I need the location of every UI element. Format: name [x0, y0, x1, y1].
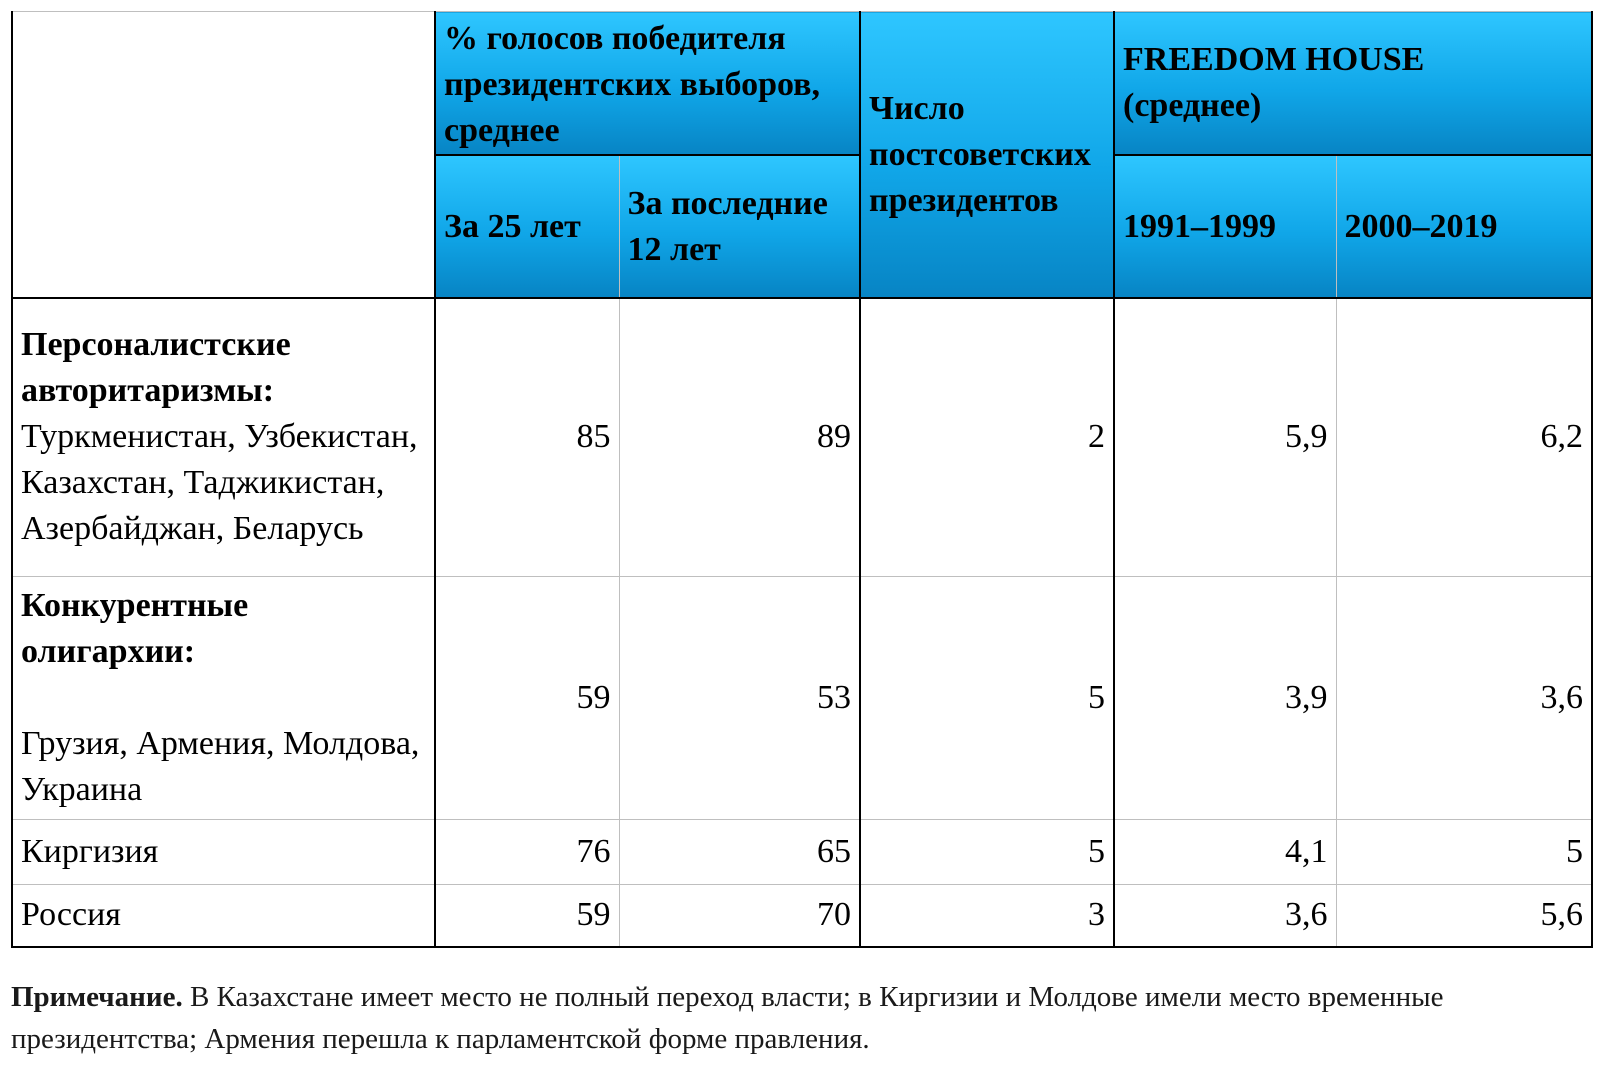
note-text: В Казахстане имеет место не полный переход власти; в Киргизии и Молдове имели место временные президентства; Армения перешла к парламентской форме правления.	[11, 981, 1444, 1055]
row-label-text: Туркменистан, Узбекистан, Казахстан, Таджикистан, Азербайджан, Беларусь	[21, 418, 418, 548]
cell-presidents: 3	[860, 884, 1114, 947]
cell-presidents: 5	[860, 576, 1114, 819]
table-note	[11, 976, 1571, 1060]
cell-fh-2000: 3,6	[1336, 576, 1592, 819]
cell-votes-12: 89	[619, 298, 860, 576]
cell-votes-12: 70	[619, 884, 860, 947]
row-label: Россия	[12, 884, 435, 947]
cell-fh-1991: 3,9	[1114, 576, 1336, 819]
header-presidents: Число постсоветских президентов	[860, 12, 1114, 299]
cell-fh-2000: 6,2	[1336, 298, 1592, 576]
header-votes-25: За 25 лет	[435, 155, 619, 298]
freedom-house-title: FREEDOM HOUSE	[1123, 41, 1425, 78]
cell-fh-1991: 4,1	[1114, 819, 1336, 884]
cell-presidents: 5	[860, 819, 1114, 884]
header-empty-cell	[12, 12, 435, 299]
row-label-text: Грузия, Армения, Молдова, Украина	[21, 724, 420, 808]
cell-votes-12: 53	[619, 576, 860, 819]
table-row	[12, 576, 1592, 819]
cell-votes-25: 59	[435, 576, 619, 819]
cell-fh-2000: 5	[1336, 819, 1592, 884]
cell-presidents: 2	[860, 298, 1114, 576]
cell-fh-1991: 3,6	[1114, 884, 1336, 947]
cell-fh-2000: 5,6	[1336, 884, 1592, 947]
table-row	[12, 298, 1592, 576]
table-row	[12, 819, 1592, 884]
header-votes-group: % голосов победителя президентских выборов, среднее	[435, 12, 860, 156]
cell-fh-1991: 5,9	[1114, 298, 1336, 576]
row-label	[12, 576, 435, 819]
header-fh-1991: 1991–1999	[1114, 155, 1336, 298]
freedom-house-subtitle: (среднее)	[1123, 87, 1262, 124]
note-label: Примечание.	[11, 981, 183, 1013]
header-fh-2000: 2000–2019	[1336, 155, 1592, 298]
row-label	[12, 298, 435, 576]
header-freedom-house	[1114, 12, 1592, 156]
data-table	[11, 11, 1593, 948]
row-label-bold: Конкурентные олигархии:	[21, 586, 249, 670]
cell-votes-25: 85	[435, 298, 619, 576]
table-row	[12, 884, 1592, 947]
cell-votes-25: 59	[435, 884, 619, 947]
header-votes-12: За последние 12 лет	[619, 155, 860, 298]
row-label-bold: Персоналистские авторитаризмы:	[21, 326, 291, 410]
cell-votes-12: 65	[619, 819, 860, 884]
cell-votes-25: 76	[435, 819, 619, 884]
row-label: Киргизия	[12, 819, 435, 884]
